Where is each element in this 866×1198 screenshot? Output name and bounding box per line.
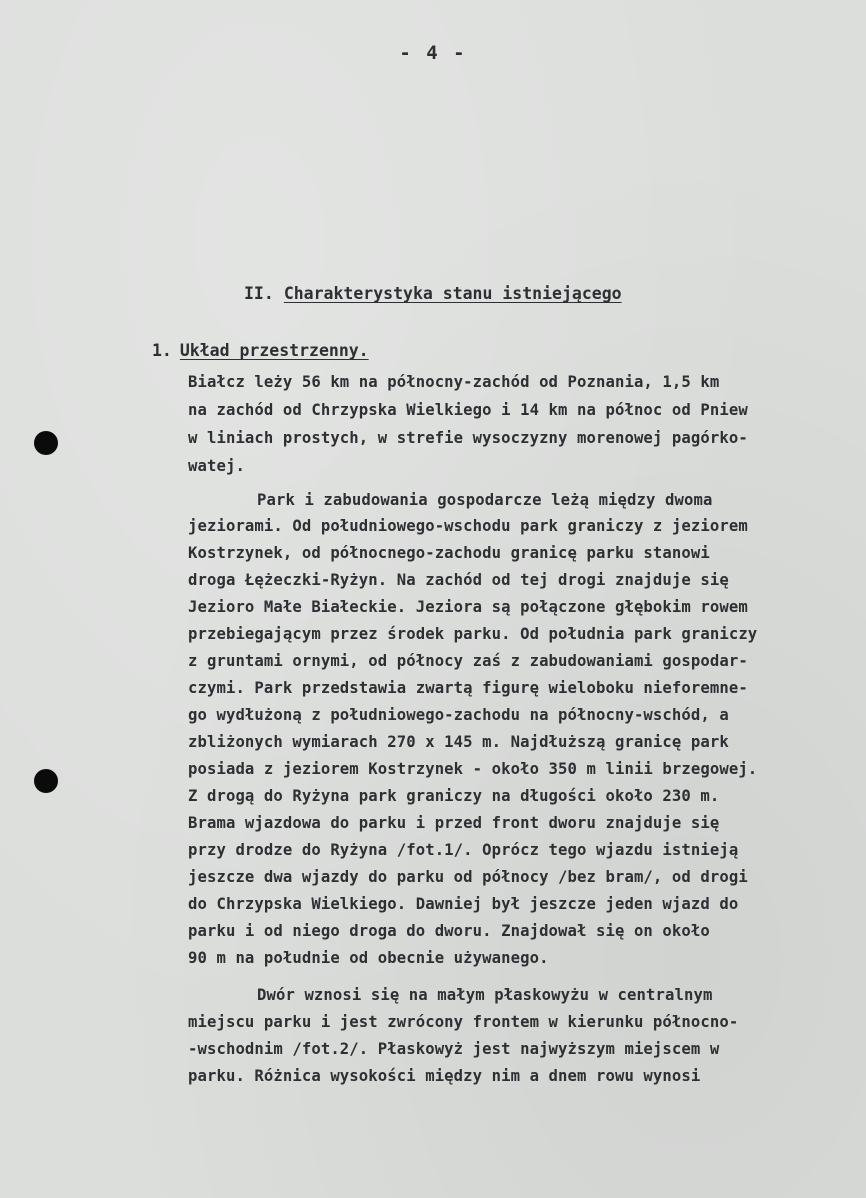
text-line: jeziorami. Od południowego-wschodu park graniczy z jeziorem (188, 517, 748, 535)
text-line: Jezioro Małe Białeckie. Jeziora są połączone głębokim rowem (188, 598, 748, 616)
text-line: przy drodze do Ryżyna /fot.1/. Oprócz tego wjazdu istnieją (188, 841, 739, 859)
text-line: -wschodnim /fot.2/. Płaskowyż jest najwyższym miejscem w (188, 1040, 720, 1058)
text-line: zbliżonych wymiarach 270 x 145 m. Najdłuższą granicę park (188, 733, 729, 751)
text-line: 90 m na południe od obecnie używanego. (188, 949, 549, 967)
text-line: Brama wjazdowa do parku i przed front dworu znajduje się (188, 814, 720, 832)
text-line: droga Łężeczki-Ryżyn. Na zachód od tej drogi znajduje się (188, 571, 729, 589)
text-line: czymi. Park przedstawia zwartą figurę wieloboku nieforemne- (188, 679, 748, 697)
text-line: w liniach prostych, w strefie wysoczyzny morenowej pagórko- (188, 429, 748, 447)
page-number: - 4 - (399, 42, 467, 64)
text-line: Z drogą do Ryżyna park graniczy na długości około 230 m. (188, 787, 720, 805)
text-line: Białcz leży 56 km na północny-zachód od Poznania, 1,5 km (188, 373, 720, 391)
text-line: jeszcze dwa wjazdy do parku od północy /bez bram/, od drogi (188, 868, 748, 886)
text-line: watej. (188, 457, 245, 475)
section-number: II. (244, 284, 274, 303)
text-line: miejscu parku i jest zwrócony frontem w kierunku północno- (188, 1013, 739, 1031)
punch-hole (34, 769, 58, 793)
text-line: go wydłużoną z południowego-zachodu na północny-wschód, a (188, 706, 729, 724)
subsection-title: Układ przestrzenny. (179, 341, 369, 360)
section-title: Charakterystyka stanu istniejącego (283, 284, 622, 303)
text-line: z gruntami ornymi, od północy zaś z zabudowaniami gospodar- (188, 652, 748, 670)
text-line: parku. Różnica wysokości między nim a dnem rowu wynosi (188, 1067, 701, 1085)
text-line: posiada z jeziorem Kostrzynek - około 350 m linii brzegowej. (188, 760, 758, 778)
text-line: na zachód od Chrzypska Wielkiego i 14 km na północ od Pniew (188, 401, 748, 419)
subsection-number: 1. (152, 341, 172, 360)
text-line: Kostrzynek, od północnego-zachodu granicę parku stanowi (188, 544, 710, 562)
text-line: Park i zabudowania gospodarcze leżą między dwoma (257, 491, 713, 509)
text-line: Dwór wznosi się na małym płaskowyżu w centralnym (257, 986, 713, 1004)
punch-hole (34, 431, 58, 455)
text-line: przebiegającym przez środek parku. Od południa park graniczy (188, 625, 758, 643)
text-line: parku i od niego droga do dworu. Znajdował się on około (188, 922, 710, 940)
text-line: do Chrzypska Wielkiego. Dawniej był jeszcze jeden wjazd do (188, 895, 739, 913)
subsection-heading (152, 341, 369, 360)
section-heading (244, 284, 622, 303)
